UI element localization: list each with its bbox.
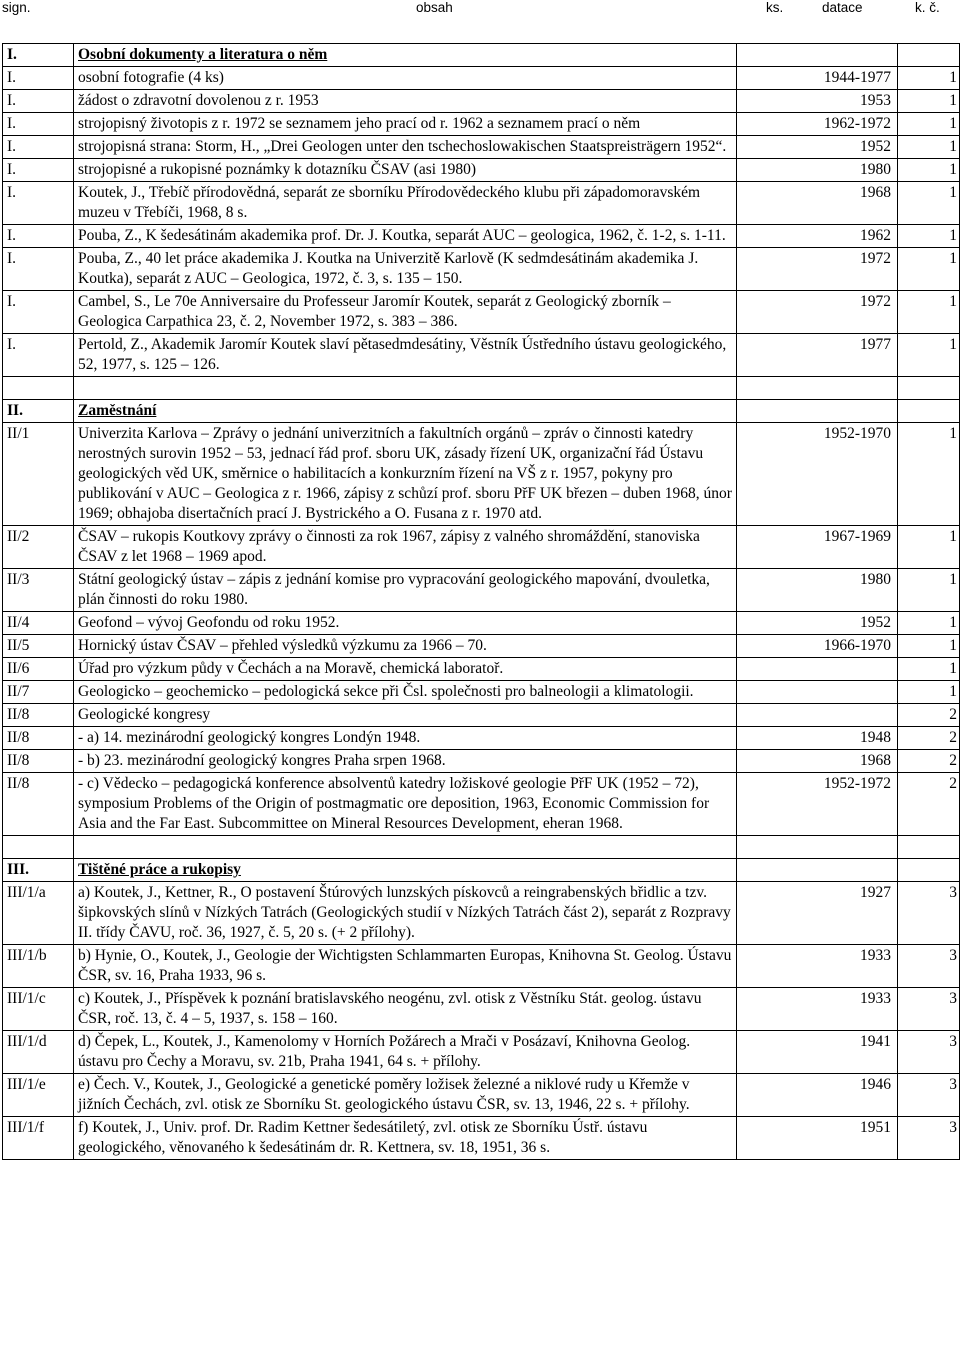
dating-cell bbox=[737, 44, 898, 67]
content-cell: - b) 23. mezinárodní geologický kongres Praha srpen 1968. bbox=[74, 750, 737, 773]
dating-cell: 1951 bbox=[737, 1117, 898, 1160]
box-number-cell: 1 bbox=[898, 635, 960, 658]
content-cell: osobní fotografie (4 ks) bbox=[74, 67, 737, 90]
content-cell: Úřad pro výzkum půdy v Čechách a na Moravě, chemická laboratoř. bbox=[74, 658, 737, 681]
box-number-cell bbox=[898, 44, 960, 67]
content-cell: Státní geologický ústav – zápis z jednání komise pro vypracování geologického mapování, dvouletka, plán činnosti do roku 1980. bbox=[74, 569, 737, 612]
signature-cell: III/1/c bbox=[3, 988, 74, 1031]
box-number-cell: 1 bbox=[898, 67, 960, 90]
table-row bbox=[3, 681, 960, 704]
signature-cell: I. bbox=[3, 136, 74, 159]
table-row bbox=[3, 635, 960, 658]
content-cell: Geologické kongresy bbox=[74, 704, 737, 727]
box-number-cell: 1 bbox=[898, 113, 960, 136]
dating-cell: 1944-1977 bbox=[737, 67, 898, 90]
signature-cell: II/8 bbox=[3, 704, 74, 727]
signature-cell: II/2 bbox=[3, 526, 74, 569]
content-cell: Tištěné práce a rukopisy bbox=[74, 859, 737, 882]
box-number-cell: 1 bbox=[898, 90, 960, 113]
signature-cell: II/6 bbox=[3, 658, 74, 681]
table-row bbox=[3, 159, 960, 182]
table-row bbox=[3, 882, 960, 945]
box-number-cell: 1 bbox=[898, 334, 960, 377]
spacer-row bbox=[3, 377, 960, 400]
signature-cell: I. bbox=[3, 159, 74, 182]
table-row bbox=[3, 291, 960, 334]
content-cell: Zaměstnání bbox=[74, 400, 737, 423]
col-header-dating: datace bbox=[822, 0, 863, 15]
table-row bbox=[3, 750, 960, 773]
dating-cell: 1968 bbox=[737, 182, 898, 225]
dating-cell: 1952 bbox=[737, 612, 898, 635]
content-cell: Pouba, Z., K šedesátinám akademika prof. Dr. J. Koutka, separát AUC – geologica, 1962, č. 1-2, s. 1-11. bbox=[74, 225, 737, 248]
column-header-row bbox=[0, 0, 960, 22]
box-number-cell: 1 bbox=[898, 136, 960, 159]
signature-cell: I. bbox=[3, 182, 74, 225]
dating-cell bbox=[737, 658, 898, 681]
table-row bbox=[3, 90, 960, 113]
box-number-cell bbox=[898, 400, 960, 423]
dating-cell: 1980 bbox=[737, 569, 898, 612]
signature-cell: III/1/b bbox=[3, 945, 74, 988]
box-number-cell: 3 bbox=[898, 988, 960, 1031]
table-row bbox=[3, 334, 960, 377]
dating-cell: 1952-1970 bbox=[737, 423, 898, 526]
box-number-cell: 3 bbox=[898, 945, 960, 988]
signature-cell: III/1/d bbox=[3, 1031, 74, 1074]
content-cell: strojopisná strana: Storm, H., „Drei Geologen unter den tschechoslowakischen Staatspreisträgern 1952“. bbox=[74, 136, 737, 159]
box-number-cell bbox=[898, 836, 960, 859]
dating-cell: 1952 bbox=[737, 136, 898, 159]
content-cell: c) Koutek, J., Příspěvek k poznání bratislavského neogénu, zvl. otisk z Věstníku Stát. geolog. ústavu ČSR, roč. 13, č. 4 – 5, 1937, s. 158 – 160. bbox=[74, 988, 737, 1031]
col-header-sign: sign. bbox=[2, 0, 31, 15]
signature-cell: II/3 bbox=[3, 569, 74, 612]
box-number-cell bbox=[898, 859, 960, 882]
box-number-cell: 1 bbox=[898, 182, 960, 225]
box-number-cell: 1 bbox=[898, 681, 960, 704]
table-row bbox=[3, 1117, 960, 1160]
box-number-cell: 3 bbox=[898, 1031, 960, 1074]
box-number-cell: 1 bbox=[898, 423, 960, 526]
table-row bbox=[3, 945, 960, 988]
spacer-row bbox=[3, 836, 960, 859]
dating-cell: 1962-1972 bbox=[737, 113, 898, 136]
dating-cell: 1977 bbox=[737, 334, 898, 377]
content-cell: Hornický ústav ČSAV – přehled výsledků výzkumu za 1966 – 70. bbox=[74, 635, 737, 658]
content-cell: a) Koutek, J., Kettner, R., O postavení Štúrových lunzských pískovců a reingrabenských břidlic a tzv. šipkovských slínů v Nízkých Tatrách (Geologických studií v Nízkých Tatrách část 2), separát z Rozpravy II. třídy ČAVU, roč. 36, 1927, č. 5, 20 s. (+ 2 přílohy). bbox=[74, 882, 737, 945]
signature-cell: I. bbox=[3, 248, 74, 291]
dating-cell: 1933 bbox=[737, 945, 898, 988]
col-header-contents: obsah bbox=[416, 0, 453, 15]
content-cell: Geologicko – geochemicko – pedologická sekce při Čsl. společnosti pro balneologii a klimatologii. bbox=[74, 681, 737, 704]
signature-cell: III/1/f bbox=[3, 1117, 74, 1160]
dating-cell: 1952-1972 bbox=[737, 773, 898, 836]
box-number-cell: 3 bbox=[898, 1074, 960, 1117]
signature-cell bbox=[3, 836, 74, 859]
section-heading-row bbox=[3, 859, 960, 882]
signature-cell: III/1/e bbox=[3, 1074, 74, 1117]
content-cell: Koutek, J., Třebíč přírodovědná, separát ze sborníku Přírodovědeckého klubu při západomoravském muzeu v Třebíči, 1968, 8 s. bbox=[74, 182, 737, 225]
signature-cell: I. bbox=[3, 113, 74, 136]
box-number-cell: 2 bbox=[898, 727, 960, 750]
content-cell: Pouba, Z., 40 let práce akademika J. Koutka na Univerzitě Karlově (K sedmdesátinám akademika J. Koutka), separát z AUC – Geologica, 1972, č. 3, s. 135 – 150. bbox=[74, 248, 737, 291]
dating-cell: 1966-1970 bbox=[737, 635, 898, 658]
box-number-cell: 1 bbox=[898, 612, 960, 635]
content-cell: Geofond – vývoj Geofondu od roku 1952. bbox=[74, 612, 737, 635]
section-heading-row bbox=[3, 400, 960, 423]
content-cell: strojopisné a rukopisné poznámky k dotazníku ČSAV (asi 1980) bbox=[74, 159, 737, 182]
content-cell: - a) 14. mezinárodní geologický kongres Londýn 1948. bbox=[74, 727, 737, 750]
box-number-cell: 1 bbox=[898, 569, 960, 612]
signature-cell: I. bbox=[3, 225, 74, 248]
box-number-cell bbox=[898, 377, 960, 400]
signature-cell: II/1 bbox=[3, 423, 74, 526]
table-row bbox=[3, 526, 960, 569]
signature-cell: II/7 bbox=[3, 681, 74, 704]
dating-cell: 1933 bbox=[737, 988, 898, 1031]
content-cell: ČSAV – rukopis Koutkovy zprávy o činnosti za rok 1967, zápisy z valného shromáždění, stanoviska ČSAV z let 1968 – 1969 apod. bbox=[74, 526, 737, 569]
table-row bbox=[3, 1074, 960, 1117]
dating-cell: 1953 bbox=[737, 90, 898, 113]
table-row bbox=[3, 727, 960, 750]
content-cell bbox=[74, 377, 737, 400]
signature-cell: II/8 bbox=[3, 773, 74, 836]
box-number-cell: 1 bbox=[898, 526, 960, 569]
box-number-cell: 1 bbox=[898, 159, 960, 182]
table-row bbox=[3, 1031, 960, 1074]
dating-cell bbox=[737, 400, 898, 423]
dating-cell: 1972 bbox=[737, 248, 898, 291]
signature-cell: II/5 bbox=[3, 635, 74, 658]
dating-cell: 1972 bbox=[737, 291, 898, 334]
signature-cell: II/4 bbox=[3, 612, 74, 635]
signature-cell: III. bbox=[3, 859, 74, 882]
dating-cell: 1941 bbox=[737, 1031, 898, 1074]
dating-cell: 1967-1969 bbox=[737, 526, 898, 569]
content-cell: f) Koutek, J., Univ. prof. Dr. Radim Kettner šedesátiletý, zvl. otisk ze Sborníku Ústř. ústavu geologického, věnovaného k šedesátinám dr. R. Kettnera, sv. 18, 1951, 36 s. bbox=[74, 1117, 737, 1160]
table-row bbox=[3, 988, 960, 1031]
content-cell: Univerzita Karlova – Zprávy o jednání univerzitních a fakultních orgánů – zpráv o činnosti katedry nerostných surovin 1952 – 53, jednací řád prof. sboru UK, zásady řízení UK, organizační řád Ústavu geologických věd UK, směrnice o habilitacích a konkurzním řízení na VŠ z r. 1957, pokyny pro publikování v AUC – Geologica z r. 1966, zápisy z schůzí prof. sboru PřF UK březen – duben 1968, únor 1969; obhajoba disertačních prací J. Bystrického a O. Fusana z r. 1970 atd. bbox=[74, 423, 737, 526]
box-number-cell: 1 bbox=[898, 291, 960, 334]
content-cell: Pertold, Z., Akademik Jaromír Koutek slaví pětasedmdesátiny, Věstník Ústředního ústavu geologického, 52, 1977, s. 125 – 126. bbox=[74, 334, 737, 377]
content-cell: strojopisný životopis z r. 1972 se seznamem jeho prací od r. 1962 a seznamem prací o něm bbox=[74, 113, 737, 136]
col-header-box: k. č. bbox=[915, 0, 940, 15]
table-row bbox=[3, 225, 960, 248]
table-row bbox=[3, 658, 960, 681]
signature-cell bbox=[3, 377, 74, 400]
dating-cell: 1980 bbox=[737, 159, 898, 182]
box-number-cell: 2 bbox=[898, 704, 960, 727]
dating-cell bbox=[737, 859, 898, 882]
signature-cell: I. bbox=[3, 334, 74, 377]
signature-cell: I. bbox=[3, 90, 74, 113]
content-cell: b) Hynie, O., Koutek, J., Geologie der Wichtigsten Schlammarten Europas, Knihovna St. Geolog. Ústavu ČSR, sv. 16, Praha 1933, 96 s. bbox=[74, 945, 737, 988]
box-number-cell: 3 bbox=[898, 882, 960, 945]
box-number-cell: 2 bbox=[898, 773, 960, 836]
dating-cell bbox=[737, 704, 898, 727]
signature-cell: II. bbox=[3, 400, 74, 423]
signature-cell: I. bbox=[3, 291, 74, 334]
dating-cell bbox=[737, 377, 898, 400]
table-row bbox=[3, 773, 960, 836]
box-number-cell: 1 bbox=[898, 658, 960, 681]
table-row bbox=[3, 182, 960, 225]
signature-cell: I. bbox=[3, 67, 74, 90]
col-header-pieces: ks. bbox=[766, 0, 784, 15]
dating-cell: 1927 bbox=[737, 882, 898, 945]
box-number-cell: 2 bbox=[898, 750, 960, 773]
table-row bbox=[3, 113, 960, 136]
table-row bbox=[3, 248, 960, 291]
table-row bbox=[3, 423, 960, 526]
dating-cell: 1946 bbox=[737, 1074, 898, 1117]
section-heading-row bbox=[3, 44, 960, 67]
content-cell: d) Čepek, L., Koutek, J., Kamenolomy v Horních Požárech a Mrači v Posázaví, Knihovna Geolog. ústavu pro Čechy a Moravu, sv. 21b, Praha 1941, 64 s. + přílohy. bbox=[74, 1031, 737, 1074]
dating-cell: 1962 bbox=[737, 225, 898, 248]
table-row bbox=[3, 67, 960, 90]
signature-cell: I. bbox=[3, 44, 74, 67]
content-cell: Cambel, S., Le 70e Anniversaire du Professeur Jaromír Koutek, separát z Geologický zborník – Geologica Carpathica 23, č. 2, November 1972, s. 383 – 386. bbox=[74, 291, 737, 334]
content-cell bbox=[74, 836, 737, 859]
signature-cell: II/8 bbox=[3, 727, 74, 750]
content-cell: - c) Vědecko – pedagogická konference absolventů katedry ložiskové geologie PřF UK (1952 – 72), symposium Problems of the Origin of postmagmatic ore deposition, 1963, Economic Commission for Asia and the Far East. Subcommittee on Mineral Resources Development, eheran 1968. bbox=[74, 773, 737, 836]
dating-cell bbox=[737, 836, 898, 859]
table-row bbox=[3, 704, 960, 727]
signature-cell: III/1/a bbox=[3, 882, 74, 945]
table-row bbox=[3, 136, 960, 159]
content-cell: žádost o zdravotní dovolenou z r. 1953 bbox=[74, 90, 737, 113]
inventory-table bbox=[2, 43, 960, 1160]
table-row bbox=[3, 612, 960, 635]
content-cell: e) Čech. V., Koutek, J., Geologické a genetické poměry ložisek železné a niklové rudy u Křemže v jižních Čechách, zvl. otisk ze Sborníku St. geologického ústavu ČSR, sv. 13, 1946, 22 s. + přílohy. bbox=[74, 1074, 737, 1117]
box-number-cell: 1 bbox=[898, 248, 960, 291]
box-number-cell: 1 bbox=[898, 225, 960, 248]
signature-cell: II/8 bbox=[3, 750, 74, 773]
dating-cell: 1948 bbox=[737, 727, 898, 750]
box-number-cell: 3 bbox=[898, 1117, 960, 1160]
dating-cell: 1968 bbox=[737, 750, 898, 773]
content-cell: Osobní dokumenty a literatura o něm bbox=[74, 44, 737, 67]
table-row bbox=[3, 569, 960, 612]
dating-cell bbox=[737, 681, 898, 704]
